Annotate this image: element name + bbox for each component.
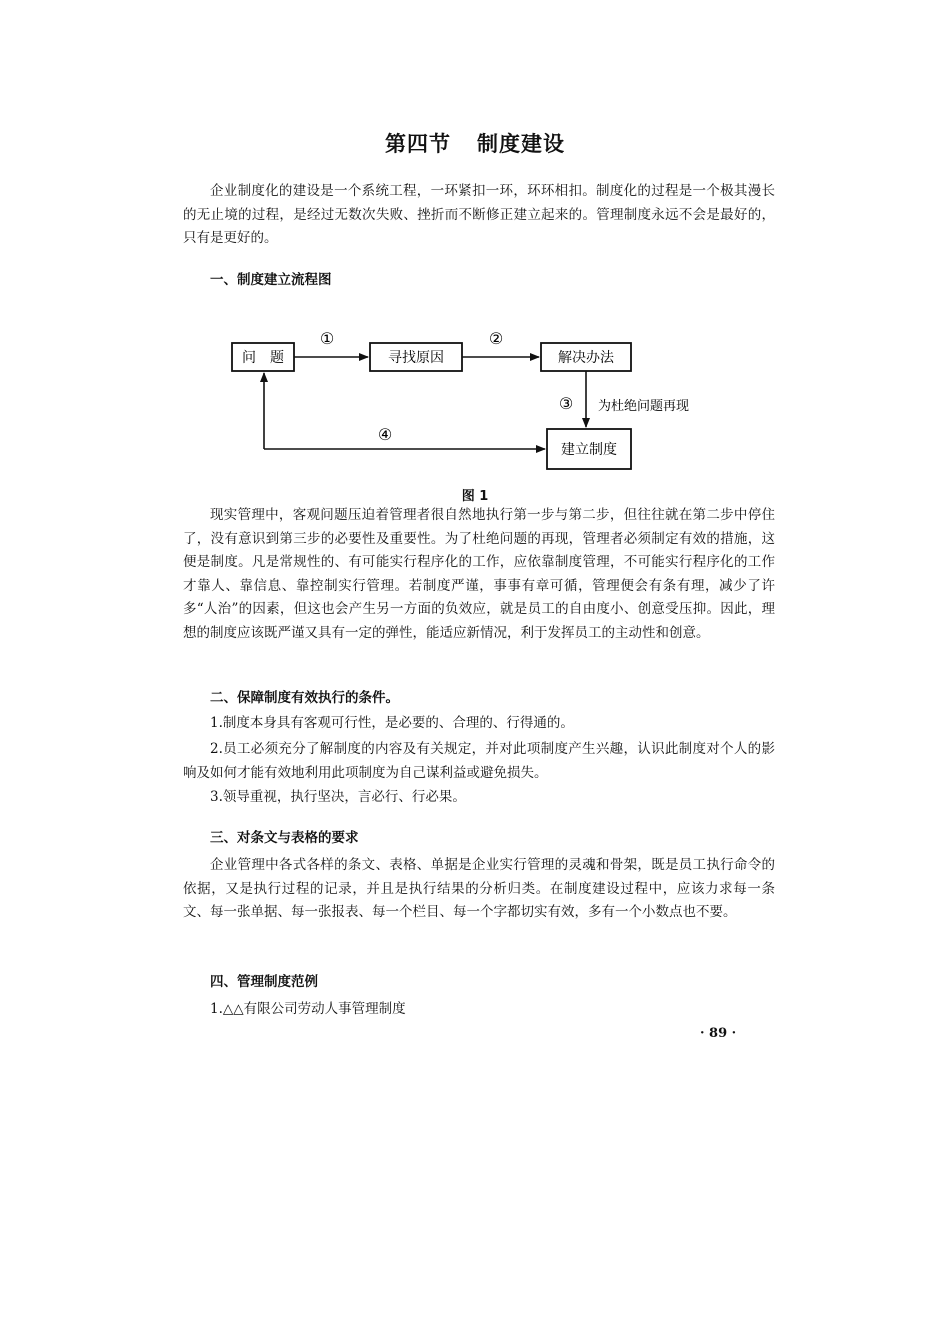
step-label-3: ③ bbox=[558, 394, 574, 413]
step-3-note: 为杜绝问题再现 bbox=[598, 399, 690, 414]
condition-item-3: 3.领导重视，执行坚决，言必行、行必果。 bbox=[210, 789, 466, 805]
heading-flowchart: 一、制度建立流程图 bbox=[210, 272, 332, 288]
step-label-4: ④ bbox=[377, 425, 393, 444]
condition-item-1: 1.制度本身具有客观可行性，是必要的、合理的、行得通的。 bbox=[210, 715, 574, 731]
figure-caption: 图 1 bbox=[461, 489, 489, 504]
node-problem: 问 题 bbox=[242, 350, 284, 366]
node-establish: 建立制度 bbox=[561, 442, 617, 458]
example-item-1: 1.△△有限公司劳动人事管理制度 bbox=[210, 1001, 406, 1017]
heading-examples: 四、管理制度范例 bbox=[210, 974, 318, 990]
heading-conditions: 二、保障制度有效执行的条件。 bbox=[210, 690, 399, 706]
body-paragraph-1: 现实管理中，客观问题压迫着管理者很自然地执行第一步与第二步，但往往就在第二步中停住了，没有意识到第三步的必要性及重要性。为了杜绝问题的再现，管理者必须制定有效的措施，这便是制度。凡是常规性的、有可能实行程序化的工作，应依靠制度管理，不可能实行程序化的工作才靠人、靠信息、靠控制实行管理。若制度严谨，事事有章可循，管理便会有条有理，减少了许多“人治”的因素，但这也会产生另一方面的负效应，就是员工的自由度小、创意受压抑。因此，理想的制度应该既严谨又具有一定的弹性，能适应新情况，利于发挥员工的主动性和创意。 bbox=[183, 507, 775, 641]
step-label-1: ① bbox=[319, 329, 335, 348]
node-find-cause: 寻找原因 bbox=[388, 350, 444, 366]
heading-documents: 三、对条文与表格的要求 bbox=[210, 830, 359, 846]
condition-item-2: 2.员工必须充分了解制度的内容及有关规定，并对此项制度产生兴趣，认识此制度对个人的影响及如何才能有效地利用此项制度为自己谋利益或避免损失。 bbox=[183, 741, 775, 781]
section-number: 第四节 bbox=[385, 132, 451, 156]
step-label-2: ② bbox=[488, 329, 504, 348]
flowchart-diagram bbox=[0, 0, 950, 500]
body-paragraph-3: 企业管理中各式各样的条文、表格、单据是企业实行管理的灵魂和骨架，既是员工执行命令的依据，又是执行过程的记录，并且是执行结果的分析归类。在制度建设过程中，应该力求每一条文、每一张单据、每一张报表、每一个栏目、每一个字都切实有效，多有一个小数点也不要。 bbox=[183, 857, 775, 920]
intro-paragraph: 企业制度化的建设是一个系统工程，一环紧扣一环，环环相扣。制度化的过程是一个极其漫长的无止境的过程，是经过无数次失败、挫折而不断修正建立起来的。管理制度永远不会是最好的，只有是更好的。 bbox=[183, 183, 775, 246]
section-name: 制度建设 bbox=[477, 132, 565, 156]
page-number: · 89 · bbox=[700, 1026, 737, 1041]
node-solution: 解决办法 bbox=[558, 350, 614, 366]
